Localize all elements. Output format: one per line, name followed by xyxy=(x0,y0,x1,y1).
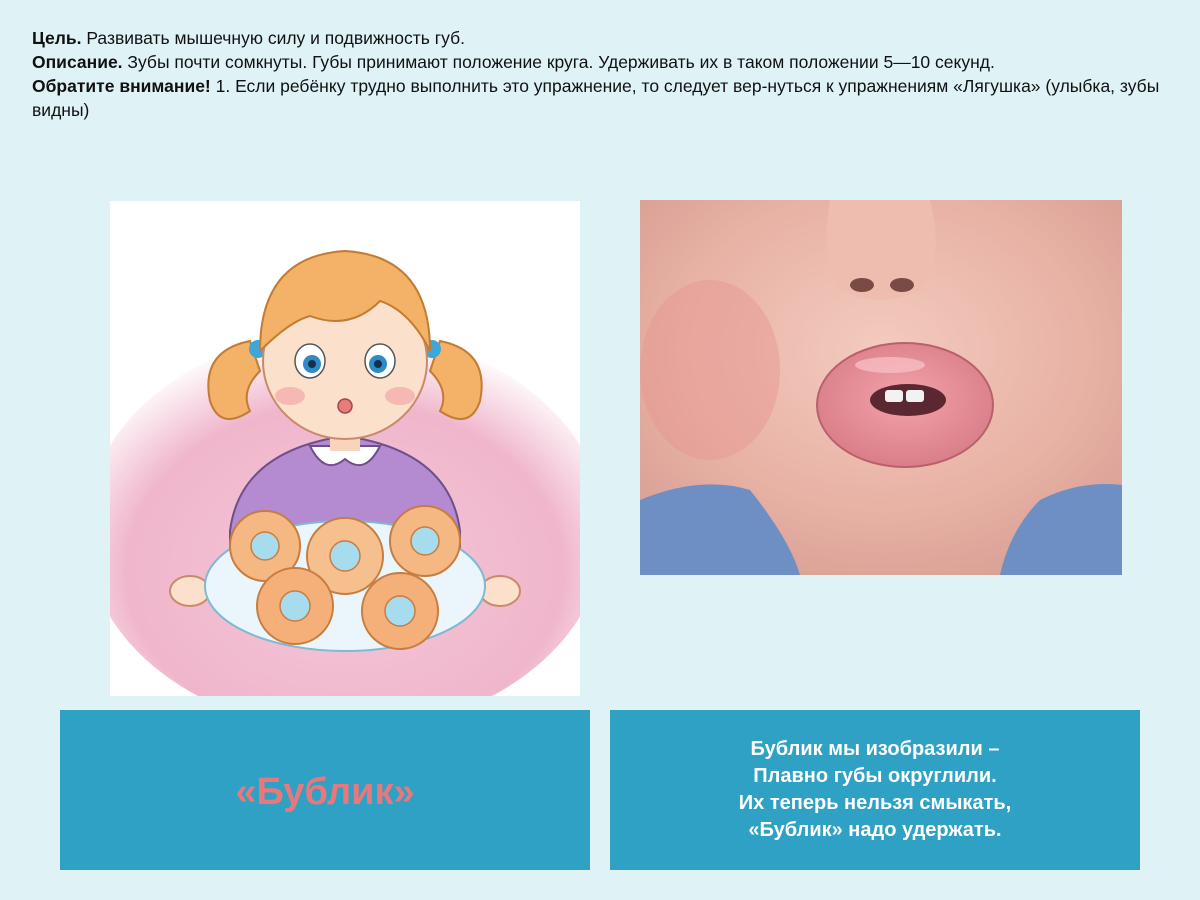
description-label: Описание. xyxy=(32,52,123,72)
note-line xyxy=(32,74,1172,122)
goal-text: Развивать мышечную силу и подвижность губ. xyxy=(81,28,465,48)
poem-line: «Бублик» надо удержать. xyxy=(748,819,1002,841)
description-line xyxy=(32,50,1172,74)
girl-with-bagels-illustration xyxy=(110,201,580,696)
poem-line: Их теперь нельзя смыкать, xyxy=(738,792,1012,814)
instructions-text xyxy=(32,26,1172,122)
note-label: Обратите внимание! xyxy=(32,76,211,96)
poem-line: Бублик мы изобразили – xyxy=(750,738,1000,760)
lips-photo-svg xyxy=(640,200,1122,575)
poem-card xyxy=(610,710,1140,870)
exercise-title-card xyxy=(60,710,590,870)
poem-text xyxy=(739,736,1011,844)
poem-line: Плавно губы округлили. xyxy=(753,765,997,787)
note-text: 1. Если ребёнку трудно выполнить это упражнение, то следует вер-нуться к упражнениям «Лягушка» (улыбка, зубы видны) xyxy=(32,76,1160,120)
girl-illustration-svg xyxy=(110,201,580,696)
exercise-title: «Бублик» xyxy=(235,770,415,813)
goal-line xyxy=(32,26,1172,50)
description-text: Зубы почти сомкнуты. Губы принимают положение круга. Удерживать их в таком положении 5—10 секунд. xyxy=(122,52,995,72)
child-lips-photo xyxy=(640,200,1122,575)
goal-label: Цель. xyxy=(32,28,82,48)
